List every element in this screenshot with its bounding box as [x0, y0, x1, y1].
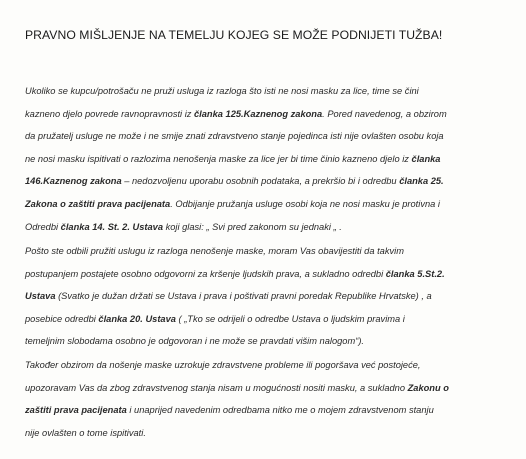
text-line [25, 193, 509, 216]
text-run: (Svatko je dužan držati se Ustava i prava i poštivati pravni poredak Republike Hrvatske) , a [55, 291, 432, 302]
text-run: Također obzirom da nošenje maske uzrokuje zdravstvene probleme ili pogoršava već postojeće, [25, 360, 421, 370]
paragraph-2 [25, 240, 509, 353]
text-run: temeljnim slobodama osobno je odgovoran i ne može se pravdati višim nalogom“). [25, 336, 364, 347]
text-line [25, 377, 509, 400]
text-line [25, 422, 509, 445]
text-run: posebice odredbi [25, 313, 99, 324]
bold-citation: članka 14. St. 2. Ustava [60, 221, 163, 232]
text-line [25, 285, 509, 308]
text-run: . Pored navedenog, a obzirom [322, 108, 447, 119]
text-run: postupanjem postajete osobno odgovorni za kršenje ljudskih prava, a sukladno odredbi [25, 268, 386, 279]
text-line [25, 170, 509, 193]
text-line [25, 354, 509, 377]
text-run: Pošto ste odbili pružiti uslugu iz razloga nenošenje maske, moram Vas obavijestiti da takvim [25, 246, 404, 256]
document-title: PRAVNO MIŠLJENJE NA TEMELJU KOJEG SE MOŽE PODNIJETI TUŽBA! [25, 28, 443, 42]
bold-citation: 146.Kaznenog zakona [25, 176, 122, 187]
text-run: i unaprijed navedenim odredbama nitko me o mojem zdravstvenom stanju [126, 405, 434, 416]
text-run: Odredbi [25, 221, 61, 232]
text-run: kazneno djelo povrede ravnopravnosti iz [25, 108, 194, 119]
text-line [25, 125, 509, 148]
text-line [25, 103, 509, 126]
text-run: – nedozvoljenu uporabu osobnih podataka, a prekršio bi i odredbu [121, 176, 400, 187]
text-line [25, 216, 509, 239]
paragraph-3 [25, 354, 509, 444]
text-run: da pružatelj usluge ne može i ne smije znati zdravstveno stanje pojedinca isti nije ovlašten osobu koja [25, 131, 444, 142]
text-run: . Odbijanje pružanja usluge osobi koja ne nosi masku je protivna i [170, 198, 440, 209]
text-line [25, 308, 509, 331]
text-run: upozoravam Vas da zbog zdravstvenog stanja nisam u mogućnosti nositi masku, a sukladno [25, 382, 408, 393]
bold-citation: Zakona o zaštiti prava pacijenata [25, 198, 171, 209]
text-run: ne nosi masku ispitivati o razlozima nenošenja maske za lice jer bi time činio kazneno djelo iz [25, 153, 412, 164]
bold-citation: članka [411, 153, 441, 164]
bold-citation: članka 125.Kaznenog zakona [194, 108, 323, 119]
bold-citation: Ustava [25, 291, 56, 302]
text-line [25, 399, 509, 422]
text-line [25, 80, 509, 103]
bold-citation: članka 25. [399, 176, 444, 187]
bold-citation: zaštiti prava pacijenata [25, 405, 127, 416]
text-run: nije ovlašten o tome ispitivati. [25, 427, 146, 438]
text-run: ( „Tko se odrijeli o odredbe Ustava o ljudskim pravima i [175, 313, 405, 324]
text-run: Ukoliko se kupcu/potrošaču ne pruži usluga iz razloga što isti ne nosi masku za lice, time se čini [25, 86, 419, 96]
bold-citation: članka 5.St.2. [385, 268, 445, 279]
text-line [25, 148, 509, 171]
paragraph-1 [25, 80, 509, 238]
bold-citation: Zakonu o [407, 382, 449, 393]
text-line [25, 263, 509, 286]
text-run: koji glasi: „ Svi pred zakonom su jednaki „ . [163, 221, 342, 232]
text-line [25, 330, 509, 353]
text-line [25, 240, 509, 263]
bold-citation: članka 20. Ustava [98, 313, 176, 324]
